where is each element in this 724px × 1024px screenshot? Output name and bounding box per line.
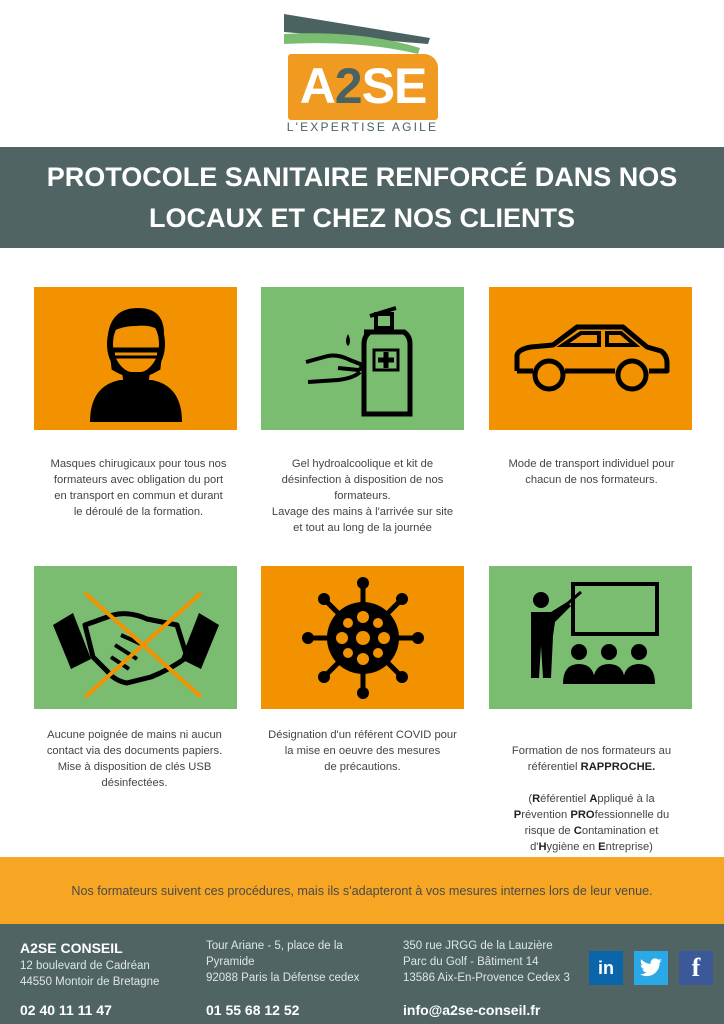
- email-link[interactable]: info@a2se-conseil.fr: [403, 1002, 541, 1018]
- card-handshake-image: [34, 566, 237, 709]
- virus-icon: [298, 573, 428, 703]
- footer-address-3: 350 rue JRGG de la Lauzière Parc du Golf - Bâtiment 14 13586 Aix-En-Provence Cedex 3: [403, 940, 570, 984]
- card-mask-text: Masques chirugicaux pour tous nos formateurs avec obligation du port en transport en commun et durant le déroulé de la formation.: [50, 458, 227, 518]
- company-name: A2SE CONSEIL: [20, 940, 123, 956]
- hand-sanitizer-icon: [298, 294, 428, 424]
- footer-address-2: Tour Ariane - 5, place de la Pyramide 92088 Paris la Défense cedex: [206, 940, 360, 984]
- presentation-icon: [521, 578, 661, 698]
- card-handshake-text: Aucune poignée de mains ni aucun contact via des documents papiers. Mise à disposition de clés USB désinfectées.: [46, 729, 223, 789]
- notice-bar: [0, 857, 724, 924]
- card-sanitizer-text: Gel hydroalcoolique et kit de désinfection à disposition de nos formateurs. Lavage des mains à l'arrivée sur site et tout au long de la journée: [271, 458, 454, 534]
- phone-montoir[interactable]: 02 40 11 11 47: [20, 1002, 112, 1018]
- card-sanitizer-image: [261, 287, 464, 430]
- card-virus-text: Désignation d'un référent COVID pour la mise en oeuvre des mesures de précautions.: [268, 729, 457, 773]
- card-car-text: Mode de transport individuel pour chacun de nos formateurs.: [508, 458, 675, 486]
- facebook-icon[interactable]: f: [679, 951, 713, 985]
- card-car-image: [489, 287, 692, 430]
- card-training-text: Formation de nos formateurs au référentiel RAPPROCHE. (Référentiel Appliqué à la Prévention PROfessionnelle du risque de Contamination et d'Hygiène en Entreprise): [511, 745, 672, 853]
- twitter-icon[interactable]: [634, 951, 668, 985]
- footer-address-1: A2SE CONSEIL 12 boulevard de Cadréan 44550 Montoir de Bretagne: [20, 940, 160, 988]
- card-mask-image: [34, 287, 237, 430]
- logo-wordmark: A2SE: [299, 58, 427, 114]
- phone-paris[interactable]: 01 55 68 12 52: [206, 1002, 300, 1018]
- rapproche-acronym: (Référentiel Appliqué à la Prévention PROfessionnelle du risque de Contamination et d'Hygiène en Entreprise): [513, 793, 670, 853]
- linkedin-icon[interactable]: in: [589, 951, 623, 985]
- a2se-logo: [280, 10, 445, 135]
- car-icon: [511, 319, 671, 399]
- logo-tagline: L'EXPERTISE AGILE: [286, 120, 439, 134]
- footer: [0, 924, 724, 1024]
- no-handshake-icon: [51, 573, 221, 703]
- notice-text: Nos formateurs suivent ces procédures, mais ils s'adapteront à vos mesures internes lors de leur venue.: [71, 883, 653, 898]
- page-title: PROTOCOLE SANITAIRE RENFORCÉ DANS NOS LOCAUX ET CHEZ NOS CLIENTS: [46, 161, 678, 233]
- card-training-image: [489, 566, 692, 709]
- masked-person-icon: [76, 294, 196, 424]
- card-virus-image: [261, 566, 464, 709]
- title-banner: [0, 147, 724, 248]
